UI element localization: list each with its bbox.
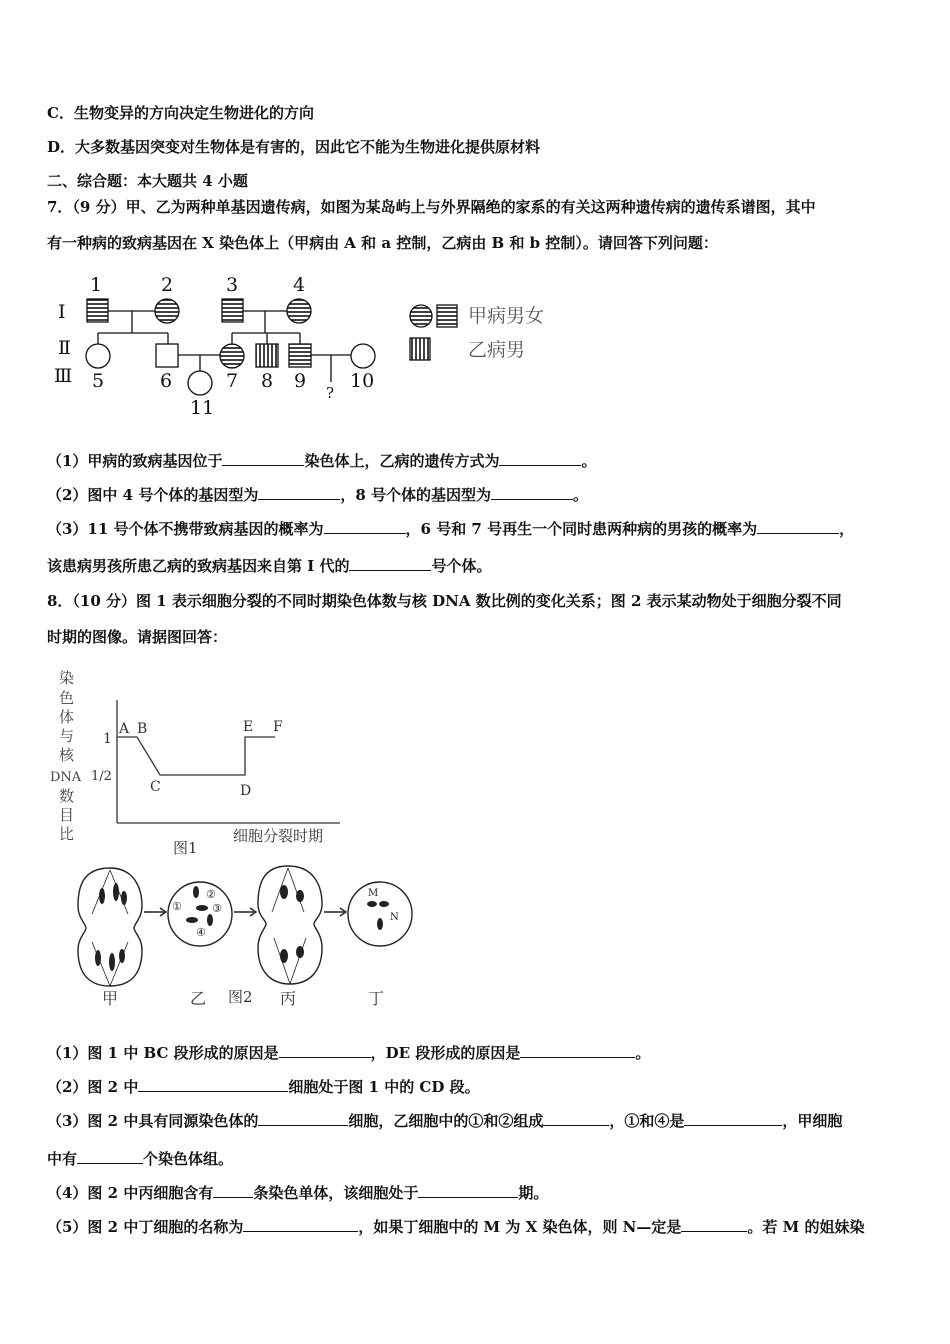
fig1-point-b: B bbox=[137, 721, 148, 737]
fig1-tick-1: 1 bbox=[103, 731, 112, 747]
q7-part-1: （1）甲病的致病基因位于 染色体上，乙病的遗传方式为 。 bbox=[47, 452, 597, 470]
fig2-mark-m: M bbox=[368, 888, 379, 899]
q8-part-3a: （3）图 2 中具有同源染色体的 细胞，乙细胞中的①和②组成 ，①和④是 ，甲细胞 bbox=[47, 1112, 843, 1130]
fig1-ylabel-4: 与 bbox=[59, 727, 75, 745]
gen-2-label: Ⅱ bbox=[58, 337, 71, 359]
fig2-mark-1: ① bbox=[172, 900, 182, 913]
fig1-ylabel-8: 目 bbox=[59, 806, 75, 824]
ind-6-label: 6 bbox=[160, 370, 173, 392]
fig1-caption: 图1 bbox=[173, 839, 198, 857]
unknown-child-label: ? bbox=[326, 384, 335, 402]
option-d: D．大多数基因突变对生物体是有害的，因此它不能为生物进化提供原材料 bbox=[47, 138, 541, 156]
fig1-point-d: D bbox=[240, 783, 252, 799]
ind-5-label: 5 bbox=[92, 370, 105, 392]
ind-11-label: 11 bbox=[190, 397, 215, 419]
legend-a-label: 甲病男女 bbox=[468, 305, 545, 327]
q8-part-4: （4）图 2 中丙细胞含有 条染色单体，该细胞处于 期。 bbox=[47, 1184, 549, 1202]
q8-part-2: （2）图 2 中 细胞处于图 1 中的 CD 段。 bbox=[47, 1078, 480, 1096]
q7-part-3b: 该患病男孩所患乙病的致病基因来自第 Ⅰ 代的 号个体。 bbox=[47, 557, 492, 575]
ind-8-label: 8 bbox=[261, 370, 274, 392]
q8-stem-2: 时期的图像。请据图回答： bbox=[47, 628, 228, 646]
fig2-label-bing: 丙 bbox=[280, 989, 297, 1008]
ind-3-label: 3 bbox=[226, 274, 239, 296]
fig1-point-a: A bbox=[119, 721, 130, 737]
q8-stem-1: 8．（10 分）图 1 表示细胞分裂的不同时期染色体数与核 DNA 数比例的变化关系；图 2 表示某动物处于细胞分裂不同 bbox=[47, 592, 842, 610]
fig1-ylabel-1: 染 bbox=[59, 669, 75, 687]
fig1-xlabel: 细胞分裂时期 bbox=[233, 827, 324, 845]
q8-part-3b: 中有 个染色体组。 bbox=[47, 1150, 234, 1168]
fig1-ylabel-7: 数 bbox=[59, 787, 75, 805]
fig2-mark-3: ③ bbox=[212, 902, 222, 915]
figure-2-cells bbox=[72, 862, 417, 1010]
ind-7-label: 7 bbox=[226, 370, 239, 392]
q7-part-3a: （3）11 号个体不携带致病基因的概率为 ，6 号和 7 号再生一个同时患两种病的男孩的概率为 ， bbox=[47, 520, 855, 538]
figure-1-chart bbox=[45, 665, 355, 865]
fig2-label-ding: 丁 bbox=[368, 989, 385, 1008]
legend-b-label: 乙病男 bbox=[468, 339, 526, 361]
fig1-ylabel-2: 色 bbox=[59, 689, 75, 707]
q8-part-1: （1）图 1 中 BC 段形成的原因是 ，DE 段形成的原因是 。 bbox=[47, 1044, 651, 1062]
ind-4-label: 4 bbox=[293, 274, 306, 296]
section-title: 二、综合题：本大题共 4 小题 bbox=[47, 172, 248, 190]
fig1-point-e: E bbox=[243, 719, 254, 735]
fig1-ylabel-3: 体 bbox=[59, 708, 75, 726]
fig2-mark-2: ② bbox=[206, 888, 216, 901]
fig2-mark-n: N bbox=[390, 912, 399, 923]
option-c: C．生物变异的方向决定生物进化的方向 bbox=[47, 104, 314, 122]
fig1-ylabel-9: 比 bbox=[59, 825, 75, 843]
q8-part-5: （5）图 2 中丁细胞的名称为 ，如果丁细胞中的 M 为 X 染色体，则 N—定是 。若 M 的姐妹染 bbox=[47, 1218, 865, 1236]
fig1-ylabel-5: 核 bbox=[59, 746, 75, 764]
fig2-label-yi: 乙 bbox=[190, 989, 207, 1008]
fig2-label-jia: 甲 bbox=[102, 989, 119, 1008]
gen-1-label: Ⅰ bbox=[58, 301, 66, 323]
fig1-point-f: F bbox=[273, 719, 283, 735]
q7-part-2: （2）图中 4 号个体的基因型为 ，8 号个体的基因型为 。 bbox=[47, 486, 589, 504]
gen-3-label: Ⅲ bbox=[54, 365, 73, 387]
fig1-tick-half: 1/2 bbox=[91, 769, 112, 784]
ind-2-label: 2 bbox=[161, 274, 174, 296]
ind-1-label: 1 bbox=[90, 274, 103, 296]
ind-10-label: 10 bbox=[350, 370, 375, 392]
ind-9-label: 9 bbox=[294, 370, 307, 392]
fig1-ylabel-6: DNA bbox=[50, 770, 82, 785]
q7-stem-2: 有一种病的致病基因在 X 染色体上（甲病由 A 和 a 控制，乙病由 B 和 b 控制）。请回答下列问题： bbox=[47, 234, 718, 252]
fig1-point-c: C bbox=[150, 779, 161, 795]
fig2-mark-4: ④ bbox=[196, 926, 206, 939]
fig2-caption: 图2 bbox=[228, 988, 253, 1006]
pedigree-chart bbox=[50, 270, 590, 420]
q7-stem-1: 7．（9 分）甲、乙为两种单基因遗传病，如图为某岛屿上与外界隔绝的家系的有关这两种遗传病的遗传系谱图，其中 bbox=[47, 198, 816, 216]
